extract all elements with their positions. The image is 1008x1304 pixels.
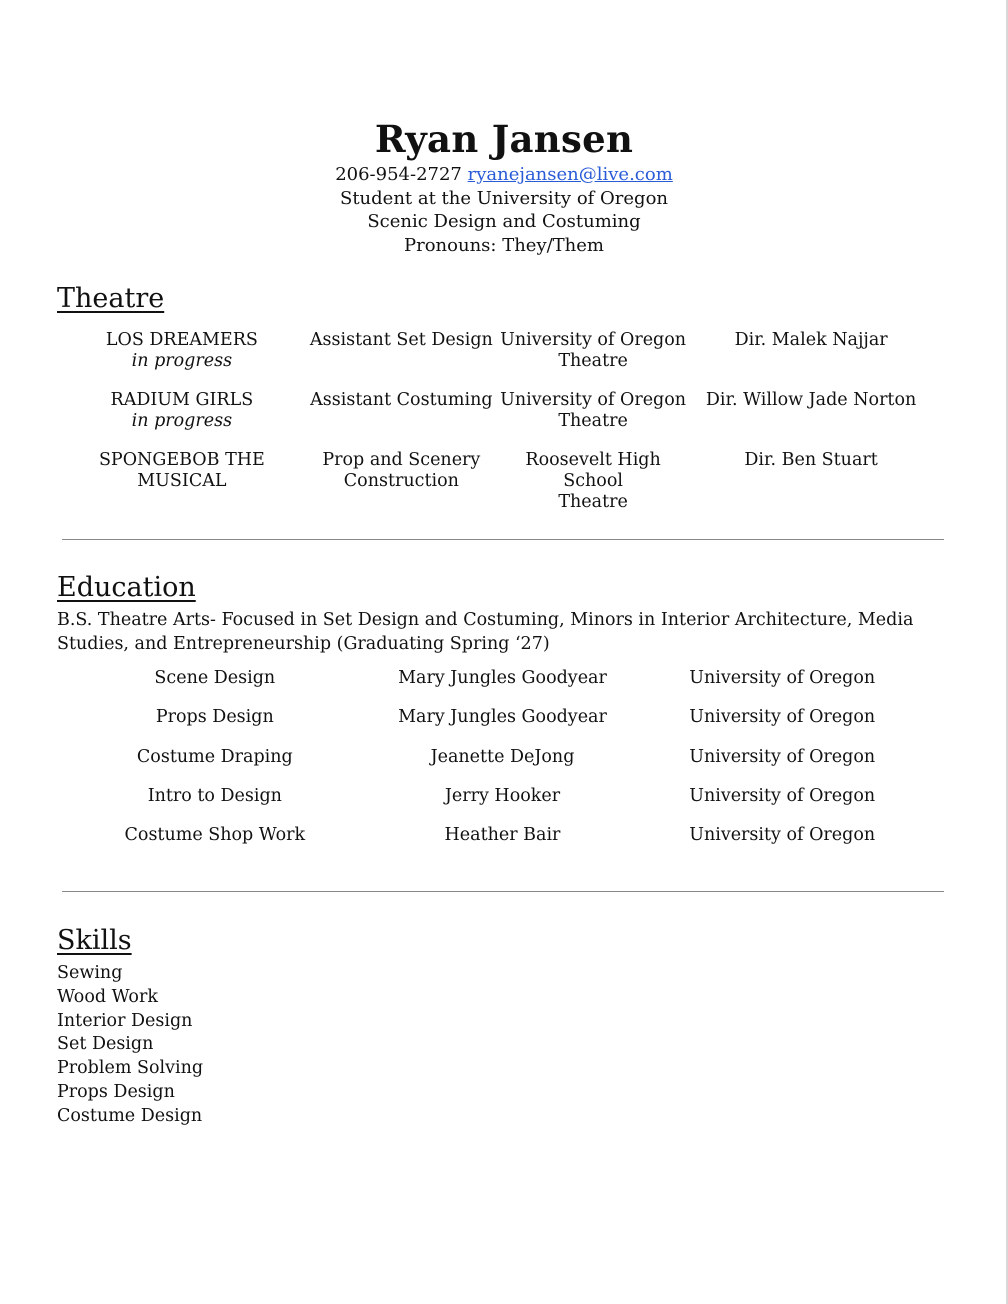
education-heading: Education: [57, 572, 196, 603]
course-name: Costume Shop Work: [124, 825, 306, 846]
contact-line: [0, 163, 1008, 187]
section-divider: [62, 539, 944, 540]
course-instructor: Mary Jungles Goodyear: [398, 668, 607, 688]
pronouns-line: Pronouns: They/Them: [404, 234, 604, 256]
theatre-row: [57, 390, 932, 450]
role-line-2: Construction: [343, 471, 459, 491]
venue-cell: [496, 450, 690, 510]
course-name: Intro to Design: [147, 785, 282, 806]
course-school: University of Oregon: [689, 707, 876, 728]
course-row: [57, 704, 932, 743]
course-school: University of Oregon: [689, 785, 876, 806]
show-cell: [57, 450, 307, 510]
venue-line-2: Theatre: [558, 351, 628, 371]
section-divider: [62, 891, 944, 892]
skill-item: Set Design: [57, 1034, 154, 1055]
course-instructor: Jerry Hooker: [444, 785, 561, 806]
skills-list: [57, 962, 203, 1129]
theatre-row: [57, 450, 932, 510]
show-title: LOS DREAMERS: [105, 330, 258, 350]
venue-line-2: Theatre: [558, 411, 628, 431]
role-line-1: Prop and Scenery: [322, 450, 481, 470]
email-link[interactable]: ryanejansen@live.com: [467, 164, 673, 185]
skill-item: Interior Design: [57, 1010, 193, 1031]
show-status: in progress: [131, 351, 233, 371]
director-cell: Dir. Willow Jade Norton: [705, 390, 917, 410]
course-row: [57, 822, 932, 861]
course-instructor: Jeanette DeJong: [430, 746, 575, 767]
course-instructor: Mary Jungles Goodyear: [398, 707, 607, 728]
venue-line-1: University of Oregon: [500, 330, 687, 350]
course-school: University of Oregon: [689, 668, 876, 688]
skill-item: Sewing: [57, 963, 123, 983]
course-school: University of Oregon: [689, 825, 876, 846]
show-cell: [57, 390, 307, 450]
degree-description: B.S. Theatre Arts- Focused in Set Design and Costuming, Minors in Interior Architecture, Media Studies, and Entrepreneurship (Graduating Spring ‘27): [57, 610, 914, 654]
show-title: RADIUM GIRLS: [110, 390, 254, 410]
course-name: Props Design: [155, 707, 274, 728]
skill-item: Props Design: [57, 1081, 175, 1102]
venue-cell: [496, 390, 690, 450]
skills-heading: Skills: [57, 925, 132, 956]
course-instructor: Heather Bair: [444, 825, 561, 846]
director-cell: Dir. Ben Stuart: [744, 450, 878, 470]
show-status: in progress: [131, 411, 233, 431]
courses-table: [57, 665, 932, 861]
role-cell: [307, 330, 496, 390]
course-school: University of Oregon: [689, 746, 876, 767]
school-line: Student at the University of Oregon: [339, 187, 669, 209]
show-cell: [57, 330, 307, 390]
course-name: Costume Draping: [136, 746, 293, 767]
skill-item: Problem Solving: [57, 1058, 204, 1079]
show-title: SPONGEBOB THE MUSICAL: [98, 450, 265, 491]
role-cell: [307, 450, 496, 510]
role: Assistant Costuming: [310, 390, 493, 410]
director-cell: Dir. Malek Najjar: [734, 330, 888, 350]
role: Assistant Set Design: [309, 330, 493, 350]
theatre-heading: Theatre: [57, 283, 165, 314]
applicant-name: Ryan Jansen: [374, 117, 634, 161]
skill-item: Wood Work: [57, 986, 158, 1007]
phone-number: 206-954-2727: [335, 164, 462, 185]
course-row: [57, 744, 932, 783]
venue-line-2: Theatre: [558, 492, 628, 512]
venue-line-1: Roosevelt High School: [525, 450, 661, 491]
skill-item: Costume Design: [57, 1105, 203, 1126]
resume-header: [0, 115, 1008, 257]
venue-line-1: University of Oregon: [500, 390, 687, 410]
theatre-table: [57, 330, 932, 510]
role-cell: [307, 390, 496, 450]
course-name: Scene Design: [154, 668, 276, 688]
focus-line: Scenic Design and Costuming: [367, 211, 641, 232]
course-row: [57, 783, 932, 822]
venue-cell: [496, 330, 690, 390]
theatre-row: [57, 330, 932, 390]
course-row: [57, 665, 932, 704]
